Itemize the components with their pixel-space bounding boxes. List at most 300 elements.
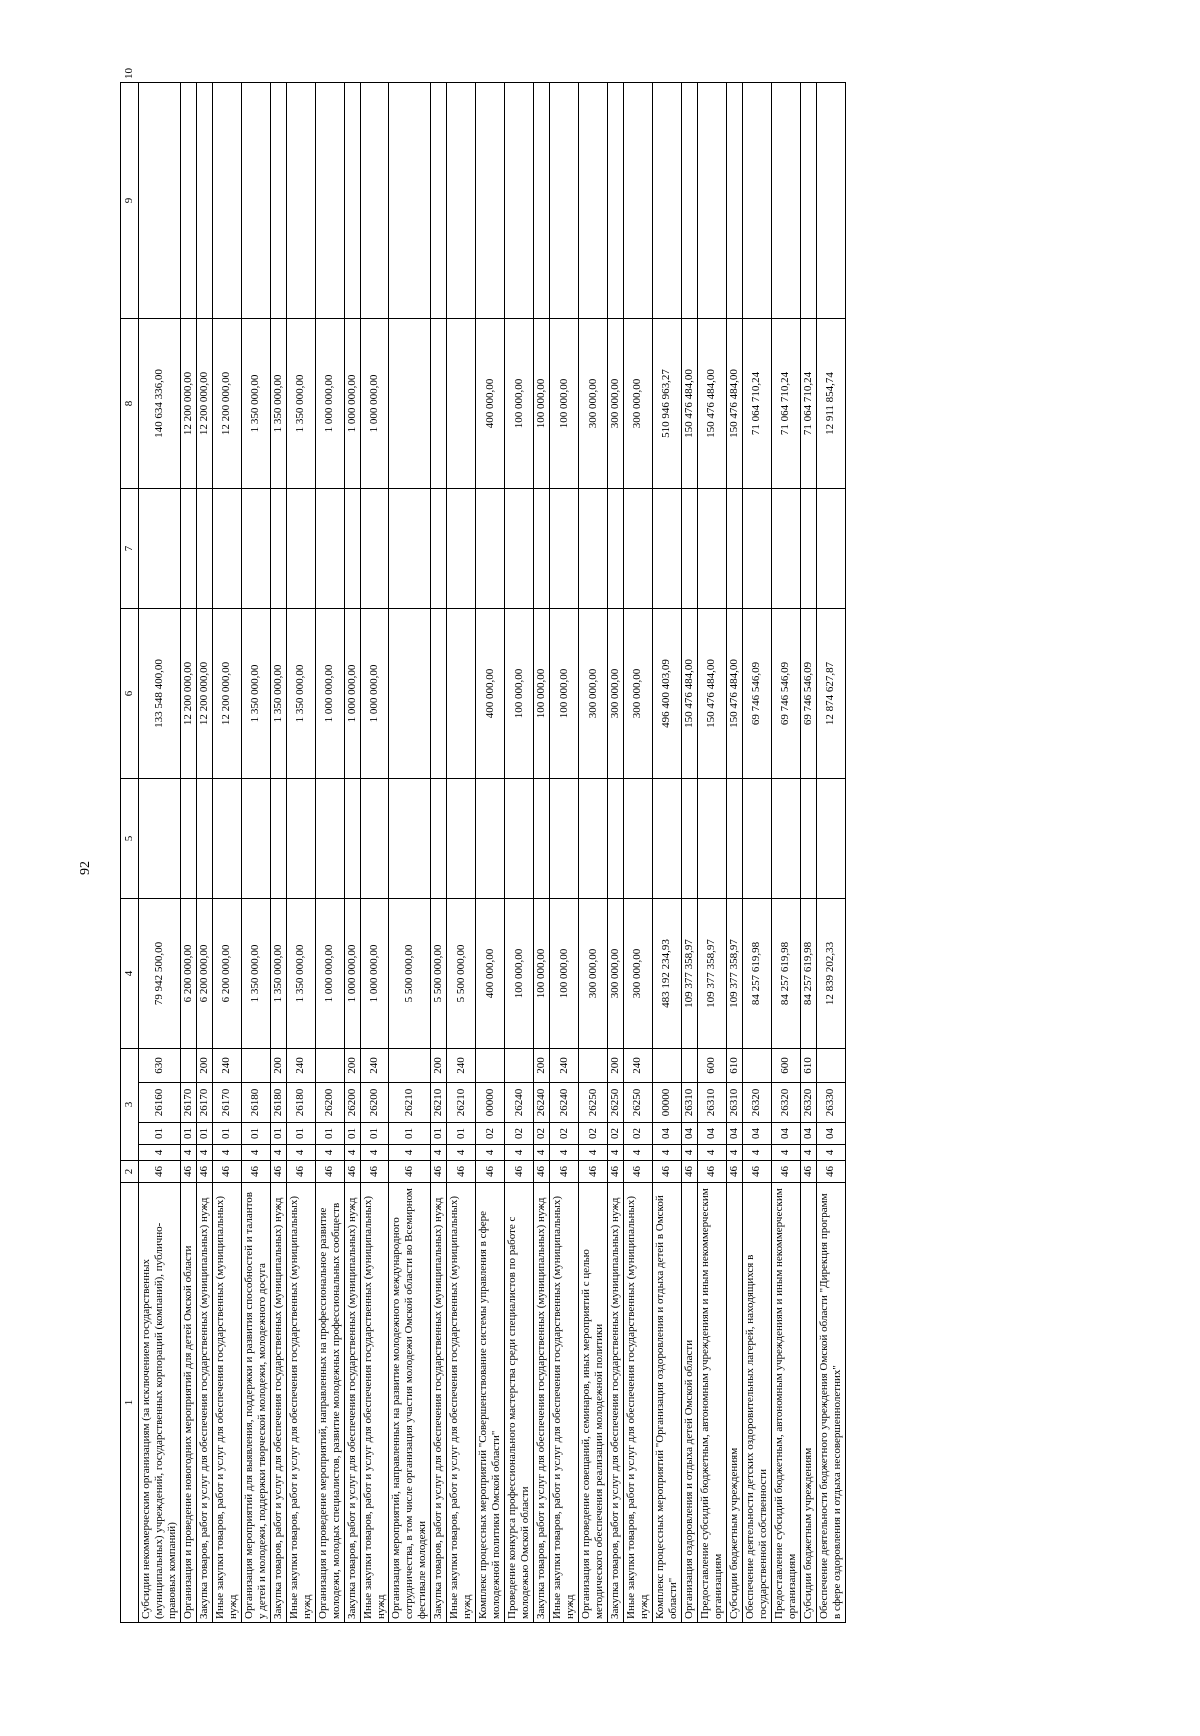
amount-col-5: 1 000 000,00 [344,899,360,1049]
amount-col-5: 1 350 000,00 [241,899,270,1049]
code-segment-1: 46 [550,1161,579,1183]
column-number: 8 [121,319,139,489]
amount-col-8 [742,489,771,609]
expense-type-code [389,1049,431,1083]
code-segment-3: 02 [623,1123,652,1145]
amount-col-5: 1 350 000,00 [286,899,315,1049]
amount-col-10 [816,83,845,319]
code-segment-3: 04 [800,1123,816,1145]
amount-col-9: 71 064 710,24 [800,319,816,489]
amount-col-9: 100 000,00 [550,319,579,489]
amount-col-6 [771,779,800,899]
amount-col-10 [726,83,742,319]
expense-type-code [180,1049,196,1083]
code-segment-3: 01 [315,1123,344,1145]
code-segment-1: 46 [623,1161,652,1183]
row-description: Закупка товаров, работ и услуг для обеспечения государственных (муниципальных) нужд [608,1183,624,1623]
row-description: Обеспечение деятельности детских оздоровительных лагерей, находящихся в государственной собственности [742,1183,771,1623]
amount-col-9: 1 350 000,00 [241,319,270,489]
code-segment-3: 04 [771,1123,800,1145]
amount-col-10 [534,83,550,319]
amount-col-8 [344,489,360,609]
code-segment-4: 26320 [800,1083,816,1123]
row-description: Закупка товаров, работ и услуг для обеспечения государственных (муниципальных) нужд [344,1183,360,1623]
code-segment-1: 46 [816,1161,845,1183]
amount-col-10 [697,83,726,319]
amount-col-5: 1 000 000,00 [360,899,389,1049]
row-description: Организация мероприятий для выявления, поддержки и развития способностей и талантов у детей и молодежи, поддержки творческой молодежи, молодежного досуга [241,1183,270,1623]
table-row [726,83,742,1623]
row-description: Закупка товаров, работ и услуг для обеспечения государственных (муниципальных) нужд [270,1183,286,1623]
code-segment-3: 02 [534,1123,550,1145]
column-number: 7 [121,489,139,609]
row-description: Комплекс процессных мероприятий "Совершенствование системы управления в сфере молодежной политики Омской области" [476,1183,505,1623]
code-segment-2: 4 [286,1145,315,1161]
table-row [447,83,476,1623]
amount-col-7: 12 200 000,00 [180,609,196,779]
code-segment-1: 46 [389,1161,431,1183]
table-row [315,83,344,1623]
row-description: Организация оздоровления и отдыха детей Омской области [681,1183,697,1623]
amount-col-9: 12 200 000,00 [180,319,196,489]
amount-col-8 [681,489,697,609]
amount-col-10 [360,83,389,319]
code-segment-4: 26310 [681,1083,697,1123]
code-segment-2: 4 [800,1145,816,1161]
code-segment-3: 01 [196,1123,212,1145]
code-segment-2: 4 [623,1145,652,1161]
amount-col-5: 6 200 000,00 [196,899,212,1049]
page-number: 92 [78,861,93,875]
expense-type-code [681,1049,697,1083]
amount-col-5: 6 200 000,00 [212,899,241,1049]
amount-col-8 [389,489,431,609]
code-segment-2: 4 [697,1145,726,1161]
expense-type-code: 240 [212,1049,241,1083]
row-description: Иные закупки товаров, работ и услуг для обеспечения государственных (муниципальных) нужд [212,1183,241,1623]
code-segment-1: 46 [608,1161,624,1183]
code-segment-2: 4 [139,1145,181,1161]
amount-col-5: 84 257 619,98 [742,899,771,1049]
expense-type-code: 200 [344,1049,360,1083]
amount-col-8 [241,489,270,609]
code-segment-4: 26180 [241,1083,270,1123]
expense-type-code [579,1049,608,1083]
amount-col-5: 84 257 619,98 [800,899,816,1049]
code-segment-4: 26180 [286,1083,315,1123]
code-segment-4: 26320 [742,1083,771,1123]
amount-col-8 [212,489,241,609]
table-row [816,83,845,1623]
amount-col-7: 69 746 546,09 [771,609,800,779]
table-row [534,83,550,1623]
code-segment-1: 46 [579,1161,608,1183]
column-number: 2 [121,1161,139,1183]
amount-col-8 [623,489,652,609]
code-segment-3: 01 [344,1123,360,1145]
amount-col-10 [431,83,447,319]
code-segment-1: 46 [505,1161,534,1183]
amount-col-5: 109 377 358,97 [697,899,726,1049]
code-segment-3: 01 [447,1123,476,1145]
amount-col-6 [726,779,742,899]
code-segment-1: 46 [431,1161,447,1183]
code-segment-2: 4 [771,1145,800,1161]
amount-col-6 [476,779,505,899]
code-segment-4: 26210 [389,1083,431,1123]
code-segment-4: 00000 [476,1083,505,1123]
amount-col-6 [623,779,652,899]
amount-col-10 [241,83,270,319]
table-row [771,83,800,1623]
code-segment-4: 26170 [196,1083,212,1123]
code-segment-2: 4 [816,1145,845,1161]
code-segment-1: 46 [800,1161,816,1183]
amount-col-7: 100 000,00 [505,609,534,779]
amount-col-7: 12 874 627,87 [816,609,845,779]
amount-col-10 [270,83,286,319]
expense-type-code [241,1049,270,1083]
amount-col-5: 84 257 619,98 [771,899,800,1049]
code-segment-1: 46 [726,1161,742,1183]
code-segment-3: 04 [652,1123,681,1145]
amount-col-5: 1 000 000,00 [315,899,344,1049]
amount-col-5: 1 350 000,00 [270,899,286,1049]
amount-col-8 [505,489,534,609]
column-number: 3 [121,1049,139,1161]
table-row [742,83,771,1623]
amount-col-7 [389,609,431,779]
amount-col-8 [315,489,344,609]
code-segment-3: 02 [550,1123,579,1145]
amount-col-6 [241,779,270,899]
amount-col-10 [771,83,800,319]
code-segment-3: 01 [389,1123,431,1145]
amount-col-6 [389,779,431,899]
amount-col-8 [196,489,212,609]
amount-col-9: 1 000 000,00 [360,319,389,489]
code-segment-3: 01 [286,1123,315,1145]
amount-col-5: 100 000,00 [534,899,550,1049]
code-segment-1: 46 [447,1161,476,1183]
code-segment-3: 01 [180,1123,196,1145]
row-description: Закупка товаров, работ и услуг для обеспечения государственных (муниципальных) нужд [431,1183,447,1623]
amount-col-9 [447,319,476,489]
row-description: Обеспечение деятельности бюджетного учреждения Омской области "Дирекция программ в сфере оздоровления и отдыха несовершеннолетних" [816,1183,845,1623]
amount-col-5: 109 377 358,97 [681,899,697,1049]
amount-col-6 [270,779,286,899]
expense-type-code: 600 [771,1049,800,1083]
amount-col-7: 1 000 000,00 [315,609,344,779]
amount-col-8 [180,489,196,609]
table-row [623,83,652,1623]
expense-type-code [816,1049,845,1083]
amount-col-7 [447,609,476,779]
table-row [212,83,241,1623]
amount-col-5: 6 200 000,00 [180,899,196,1049]
code-segment-2: 4 [534,1145,550,1161]
amount-col-10 [476,83,505,319]
amount-col-8 [476,489,505,609]
code-segment-4: 26250 [579,1083,608,1123]
row-description: Организация мероприятий, направленных на развитие молодежного международного сотрудничества, в том числе организация участия молодежи Омской области во Всемирном фестивале молодежи [389,1183,431,1623]
amount-col-8 [771,489,800,609]
table-row [180,83,196,1623]
code-segment-4: 26170 [180,1083,196,1123]
table-row [389,83,431,1623]
amount-col-5: 100 000,00 [550,899,579,1049]
amount-col-9: 150 476 484,00 [697,319,726,489]
amount-col-9: 100 000,00 [505,319,534,489]
code-segment-3: 04 [816,1123,845,1145]
table-row [550,83,579,1623]
expense-type-code [505,1049,534,1083]
row-description: Иные закупки товаров, работ и услуг для обеспечения государственных (муниципальных) нужд [286,1183,315,1623]
code-segment-1: 46 [286,1161,315,1183]
code-segment-3: 02 [476,1123,505,1145]
code-segment-4: 26320 [771,1083,800,1123]
amount-col-9 [389,319,431,489]
column-number: 6 [121,609,139,779]
amount-col-6 [360,779,389,899]
amount-col-7: 400 000,00 [476,609,505,779]
code-segment-1: 46 [360,1161,389,1183]
row-description: Предоставление субсидий бюджетным, автономным учреждениям и иным некоммерческим организациям [771,1183,800,1623]
code-segment-1: 46 [534,1161,550,1183]
amount-col-10 [180,83,196,319]
amount-col-7: 300 000,00 [579,609,608,779]
code-segment-4: 26310 [726,1083,742,1123]
code-segment-2: 4 [447,1145,476,1161]
code-segment-4: 26200 [360,1083,389,1123]
amount-col-5: 79 942 500,00 [139,899,181,1049]
code-segment-4: 26200 [344,1083,360,1123]
expense-type-code: 610 [800,1049,816,1083]
amount-col-6 [652,779,681,899]
amount-col-7: 300 000,00 [623,609,652,779]
amount-col-5: 100 000,00 [505,899,534,1049]
amount-col-6 [534,779,550,899]
amount-col-6 [212,779,241,899]
code-segment-3: 01 [431,1123,447,1145]
table-body [121,68,846,1623]
amount-col-8 [447,489,476,609]
code-segment-2: 4 [652,1145,681,1161]
code-segment-4: 26250 [608,1083,624,1123]
code-segment-1: 46 [315,1161,344,1183]
table-row [697,83,726,1623]
amount-col-5: 300 000,00 [623,899,652,1049]
column-number-row: 1 2 3 4 5 6 7 8 9 10 [121,83,139,1623]
code-segment-2: 4 [742,1145,771,1161]
amount-col-7: 12 200 000,00 [212,609,241,779]
table-row [800,83,816,1623]
code-segment-1: 46 [742,1161,771,1183]
code-segment-2: 4 [431,1145,447,1161]
amount-col-6 [697,779,726,899]
expense-type-code: 240 [550,1049,579,1083]
amount-col-5: 300 000,00 [579,899,608,1049]
code-segment-2: 4 [579,1145,608,1161]
amount-col-6 [286,779,315,899]
row-description: Субсидии бюджетным учреждениям [800,1183,816,1623]
expense-type-code: 200 [534,1049,550,1083]
expense-type-code: 200 [196,1049,212,1083]
amount-col-10 [139,83,181,319]
amount-col-7: 1 000 000,00 [344,609,360,779]
amount-col-6 [447,779,476,899]
expense-type-code [315,1049,344,1083]
amount-col-9: 400 000,00 [476,319,505,489]
amount-col-9 [431,319,447,489]
row-description: Организация и проведение совещаний, семинаров, иных мероприятий с целью методического обеспечения реализации молодежной политики [579,1183,608,1623]
code-segment-2: 4 [241,1145,270,1161]
table-row [286,83,315,1623]
amount-col-5: 400 000,00 [476,899,505,1049]
amount-col-8 [431,489,447,609]
amount-col-8 [360,489,389,609]
amount-col-7: 1 350 000,00 [270,609,286,779]
amount-col-9: 71 064 710,24 [771,319,800,489]
amount-col-8 [139,489,181,609]
code-segment-3: 04 [681,1123,697,1145]
code-segment-4: 26250 [623,1083,652,1123]
amount-col-5: 12 839 202,33 [816,899,845,1049]
expense-type-code [742,1049,771,1083]
amount-col-6 [550,779,579,899]
amount-col-7: 150 476 484,00 [726,609,742,779]
amount-col-9: 300 000,00 [623,319,652,489]
code-segment-1: 46 [697,1161,726,1183]
amount-col-9: 71 064 710,24 [742,319,771,489]
table-row [476,83,505,1623]
column-number: 1 [121,1183,139,1623]
code-segment-4: 26240 [550,1083,579,1123]
amount-col-10 [579,83,608,319]
amount-col-7: 100 000,00 [550,609,579,779]
row-description: Организация и проведение мероприятий, направленных на профессиональное развитие молодежи, молодых специалистов, развитие молодежных профессиональных сообществ [315,1183,344,1623]
code-segment-1: 46 [652,1161,681,1183]
expense-type-code: 240 [447,1049,476,1083]
amount-col-9: 150 476 484,00 [726,319,742,489]
code-segment-3: 02 [579,1123,608,1145]
amount-col-10 [212,83,241,319]
code-segment-3: 04 [742,1123,771,1145]
amount-col-6 [196,779,212,899]
table-row [241,83,270,1623]
amount-col-7: 150 476 484,00 [681,609,697,779]
amount-col-8 [816,489,845,609]
code-segment-3: 04 [697,1123,726,1145]
code-segment-4: 26170 [212,1083,241,1123]
row-description: Субсидии некоммерческим организациям (за исключением государственных (муниципальных) учреждений, государственных корпораций (компаний), публично-правовых компаний) [139,1183,181,1623]
expense-type-code: 600 [697,1049,726,1083]
amount-col-7: 300 000,00 [608,609,624,779]
expense-type-code: 610 [726,1049,742,1083]
amount-col-10 [608,83,624,319]
amount-col-8 [697,489,726,609]
amount-col-9: 150 476 484,00 [681,319,697,489]
table-row [431,83,447,1623]
amount-col-6 [431,779,447,899]
amount-col-7: 1 350 000,00 [241,609,270,779]
row-description: Иные закупки товаров, работ и услуг для обеспечения государственных (муниципальных) нужд [623,1183,652,1623]
budget-table [120,68,846,1623]
amount-col-8 [726,489,742,609]
amount-col-6 [608,779,624,899]
amount-col-6 [505,779,534,899]
amount-col-6 [180,779,196,899]
amount-col-10 [196,83,212,319]
code-segment-4: 26210 [447,1083,476,1123]
row-description: Закупка товаров, работ и услуг для обеспечения государственных (муниципальных) нужд [196,1183,212,1623]
expense-type-code [652,1049,681,1083]
amount-col-9: 12 200 000,00 [196,319,212,489]
code-segment-1: 46 [344,1161,360,1183]
code-segment-3: 02 [505,1123,534,1145]
table-row [139,83,181,1623]
code-segment-2: 4 [681,1145,697,1161]
amount-col-10 [389,83,431,319]
amount-col-9: 300 000,00 [608,319,624,489]
code-segment-1: 46 [771,1161,800,1183]
row-description: Иные закупки товаров, работ и услуг для обеспечения государственных (муниципальных) нужд [550,1183,579,1623]
code-segment-2: 4 [726,1145,742,1161]
code-segment-2: 4 [315,1145,344,1161]
row-description: Иные закупки товаров, работ и услуг для обеспечения государственных (муниципальных) нужд [360,1183,389,1623]
code-segment-2: 4 [550,1145,579,1161]
table-row [270,83,286,1623]
code-segment-3: 01 [212,1123,241,1145]
rotated-page [60,38,1140,1698]
amount-col-10 [623,83,652,319]
amount-col-8 [534,489,550,609]
code-segment-4: 26310 [697,1083,726,1123]
amount-col-9: 300 000,00 [579,319,608,489]
code-segment-3: 02 [608,1123,624,1145]
amount-col-6 [681,779,697,899]
code-segment-4: 26210 [431,1083,447,1123]
code-segment-1: 46 [139,1161,181,1183]
row-description: Закупка товаров, работ и услуг для обеспечения государственных (муниципальных) нужд [534,1183,550,1623]
column-number: 9 [121,83,139,319]
row-description: Организация и проведение новогодних мероприятий для детей Омской области [180,1183,196,1623]
amount-col-6 [315,779,344,899]
expense-type-code: 240 [623,1049,652,1083]
expense-type-code: 200 [431,1049,447,1083]
amount-col-6 [344,779,360,899]
column-number: 5 [121,779,139,899]
code-segment-4: 26240 [505,1083,534,1123]
table-row [652,83,681,1623]
code-segment-2: 4 [389,1145,431,1161]
amount-col-9: 100 000,00 [534,319,550,489]
amount-col-9: 1 350 000,00 [270,319,286,489]
amount-col-9: 1 000 000,00 [344,319,360,489]
amount-col-6 [139,779,181,899]
code-segment-2: 4 [608,1145,624,1161]
table-row [196,83,212,1623]
code-segment-1: 46 [180,1161,196,1183]
expense-type-code: 630 [139,1049,181,1083]
amount-col-6 [800,779,816,899]
table-row [505,83,534,1623]
code-segment-2: 4 [212,1145,241,1161]
code-segment-1: 46 [270,1161,286,1183]
code-segment-1: 46 [196,1161,212,1183]
code-segment-2: 4 [270,1145,286,1161]
amount-col-5: 5 500 000,00 [447,899,476,1049]
